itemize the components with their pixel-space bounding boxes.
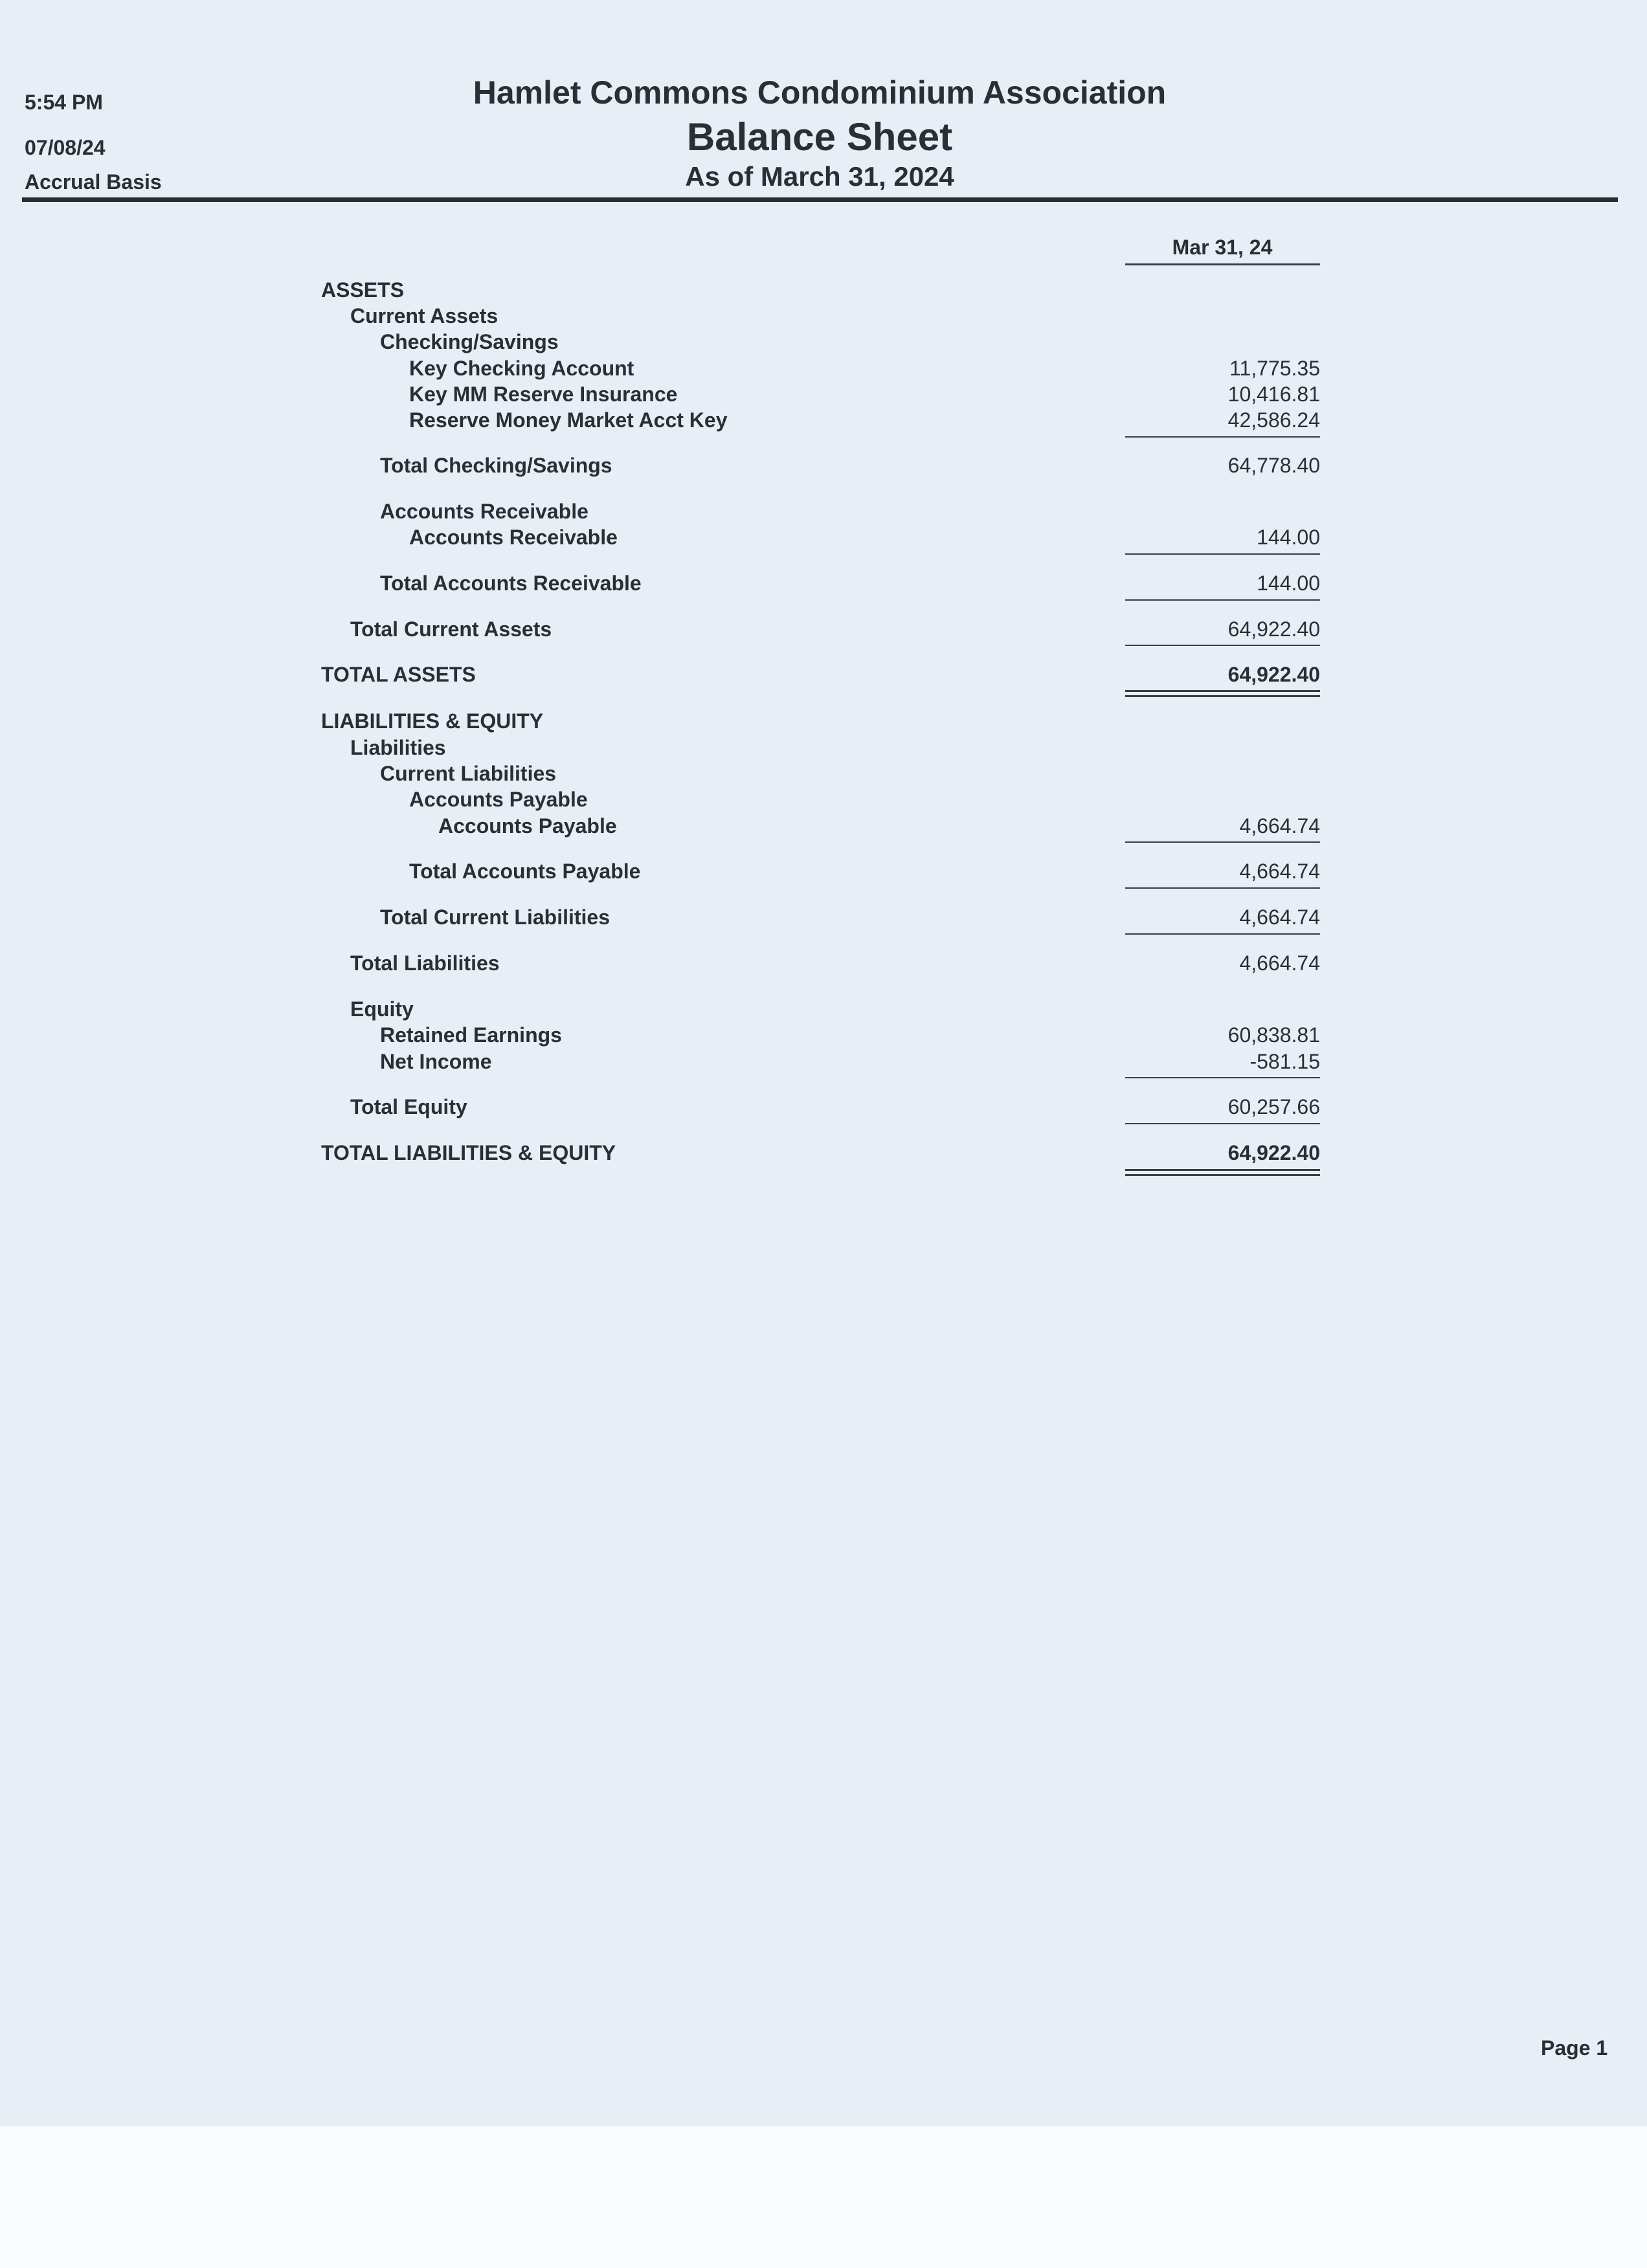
report-time: 5:54 PM	[25, 91, 103, 114]
subtotal-row	[0, 615, 1647, 643]
row-amount: 10,416.81	[1227, 383, 1320, 406]
row-label: Accounts Receivable	[380, 500, 588, 523]
row-label: Retained Earnings	[380, 1023, 562, 1047]
row-label: Total Accounts Payable	[409, 860, 641, 883]
row-label: Equity	[350, 997, 414, 1021]
row-label: Key MM Reserve Insurance	[409, 383, 678, 406]
subtotal-row	[0, 451, 1647, 480]
row-label: Accounts Receivable	[409, 526, 618, 549]
row-amount: -581.15	[1249, 1050, 1320, 1073]
row-amount: 4,664.74	[1239, 814, 1320, 838]
section-header	[0, 707, 1647, 735]
row-amount: 60,257.66	[1227, 1095, 1320, 1118]
row-label: LIABILITIES & EQUITY	[321, 709, 544, 733]
row-label: Key Checking Account	[409, 357, 634, 380]
group-header	[0, 302, 1647, 330]
row-label: Total Liabilities	[350, 951, 500, 975]
header-divider	[22, 197, 1618, 202]
row-label: Total Accounts Receivable	[380, 572, 642, 595]
row-amount: 144.00	[1257, 572, 1320, 595]
account-row	[0, 523, 1647, 551]
row-amount: 11,775.35	[1229, 357, 1320, 380]
subtotal-rule	[1125, 599, 1320, 601]
subtotal-rule	[1125, 645, 1320, 646]
subtotal-row	[0, 569, 1647, 597]
row-label: Total Checking/Savings	[380, 454, 612, 477]
report-date: 07/08/24	[25, 136, 106, 159]
account-row	[0, 354, 1647, 383]
subtotal-rule	[1125, 553, 1320, 555]
row-amount: 64,922.40	[1227, 1141, 1320, 1164]
column-header-underline	[1125, 263, 1320, 265]
grand-total-double-rule	[1125, 690, 1320, 697]
row-amount: 42,586.24	[1227, 408, 1320, 432]
account-row	[0, 1047, 1647, 1076]
row-label: ASSETS	[321, 278, 405, 302]
group-header	[0, 995, 1647, 1023]
report-date-range: As of March 31, 2024	[685, 161, 954, 192]
row-amount: 64,922.40	[1227, 617, 1320, 641]
row-amount: 144.00	[1257, 526, 1320, 549]
row-amount: 4,664.74	[1239, 906, 1320, 929]
subtotal-row	[0, 903, 1647, 931]
subtotal-row	[0, 949, 1647, 977]
row-label: Current Assets	[350, 304, 499, 328]
account-row	[0, 406, 1647, 434]
group-header	[0, 733, 1647, 762]
group-header	[0, 328, 1647, 356]
account-row	[0, 812, 1647, 840]
subtotal-rule	[1125, 933, 1320, 935]
group-header	[0, 785, 1647, 814]
row-label: Total Equity	[350, 1095, 467, 1118]
company-name: Hamlet Commons Condominium Association	[473, 74, 1167, 111]
row-label: Total Current Assets	[350, 617, 552, 641]
report-basis: Accrual Basis	[25, 170, 162, 194]
report-title: Balance Sheet	[686, 115, 953, 159]
row-amount: 60,838.81	[1227, 1023, 1320, 1047]
column-header: Mar 31, 24	[1172, 236, 1273, 259]
subtotal-row	[0, 1093, 1647, 1121]
row-label: Accounts Payable	[409, 788, 588, 811]
group-header	[0, 759, 1647, 788]
page-number: Page 1	[1541, 2036, 1608, 2060]
section-header	[0, 276, 1647, 304]
subtotal-row	[0, 857, 1647, 885]
account-row	[0, 1021, 1647, 1049]
grand-total-row	[0, 660, 1647, 689]
row-label: TOTAL LIABILITIES & EQUITY	[321, 1141, 616, 1164]
subtotal-rule	[1125, 1123, 1320, 1124]
row-label: Total Current Liabilities	[380, 906, 610, 929]
row-label: Liabilities	[350, 736, 446, 759]
account-row	[0, 380, 1647, 408]
grand-total-row	[0, 1139, 1647, 1167]
row-amount: 64,922.40	[1227, 663, 1320, 686]
row-label: Accounts Payable	[438, 814, 617, 838]
group-header	[0, 497, 1647, 526]
subtotal-rule	[1125, 1077, 1320, 1078]
row-amount: 4,664.74	[1239, 860, 1320, 883]
row-label: TOTAL ASSETS	[321, 663, 476, 686]
subtotal-rule	[1125, 841, 1320, 843]
row-label: Current Liabilities	[380, 762, 557, 785]
row-label: Reserve Money Market Acct Key	[409, 408, 728, 432]
subtotal-rule	[1125, 436, 1320, 438]
subtotal-rule	[1125, 887, 1320, 889]
row-amount: 4,664.74	[1239, 951, 1320, 975]
grand-total-double-rule	[1125, 1169, 1320, 1176]
row-amount: 64,778.40	[1227, 454, 1320, 477]
row-label: Checking/Savings	[380, 330, 559, 353]
row-label: Net Income	[380, 1050, 492, 1073]
